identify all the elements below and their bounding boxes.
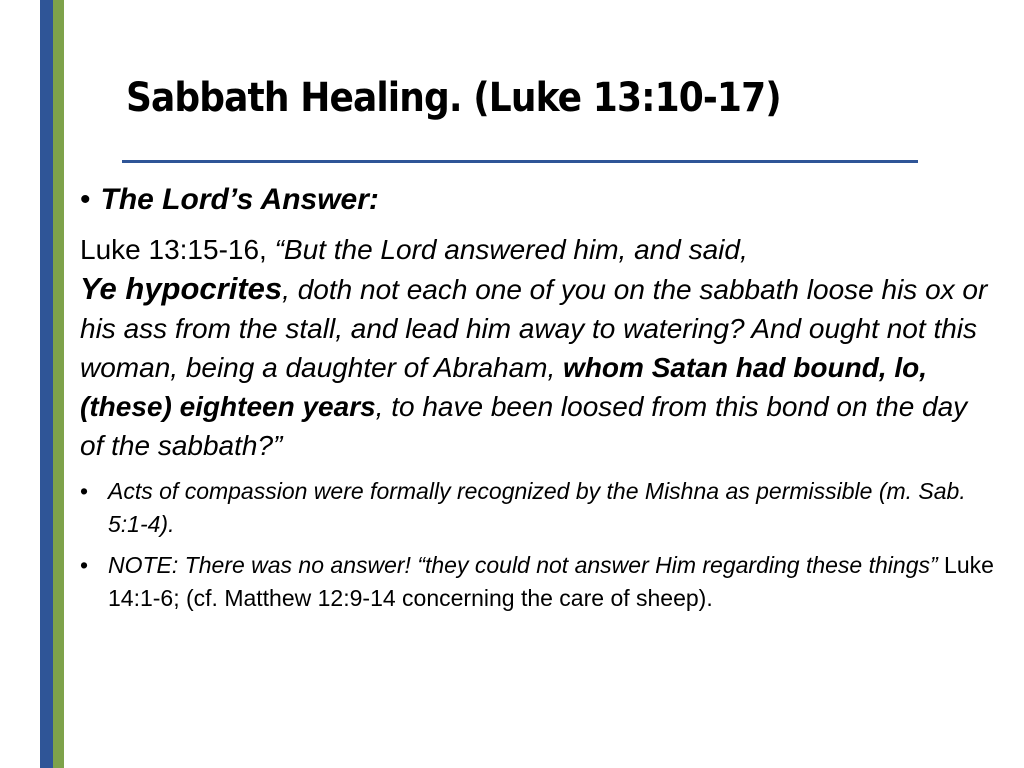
scripture-quote [80, 230, 995, 465]
quote-reference: Luke 13:15-16, [80, 234, 275, 265]
note-normal-text: Luke 14:1-6; (cf. Matthew 12:9-14 concerning the care of sheep). [108, 552, 994, 611]
quote-part-2: , doth not each one of you on the sabbath loose his ox or his ass from the stall, and lead him away to watering? And ought not this woman, being a daughter of Abraham, [80, 274, 988, 383]
section-heading-text: The Lord’s Answer: [100, 183, 379, 216]
left-accent-bar-green [53, 0, 64, 768]
note-italic-text: Acts of compassion were formally recognized by the Mishna as permissible (m. Sab. 5:1-4). [108, 478, 966, 537]
list-item [80, 475, 995, 541]
notes-list [80, 475, 995, 615]
section-heading [80, 180, 1000, 220]
left-accent-bar-blue [40, 0, 53, 768]
title-underline [122, 160, 918, 163]
quote-emphasis: whom Satan had bound, lo, (these) eighteen years [80, 352, 928, 422]
bullet-icon: • [80, 552, 89, 578]
quote-part-3: , to have been loosed from this bond on the day of the sabbath?” [80, 391, 968, 461]
slide-title: Sabbath Healing. (Luke 13:10-17) [126, 75, 781, 121]
bullet-icon: • [80, 478, 89, 504]
note-italic-text: NOTE: There was no answer! “they could not answer Him regarding these things” [108, 552, 938, 578]
bullet-icon: • [80, 183, 91, 216]
quote-hypocrites: Ye hypocrites [80, 271, 283, 306]
quote-part-1: “But the Lord answered him, and said, [274, 234, 748, 265]
list-item [80, 549, 995, 615]
slide-body [80, 180, 1000, 623]
